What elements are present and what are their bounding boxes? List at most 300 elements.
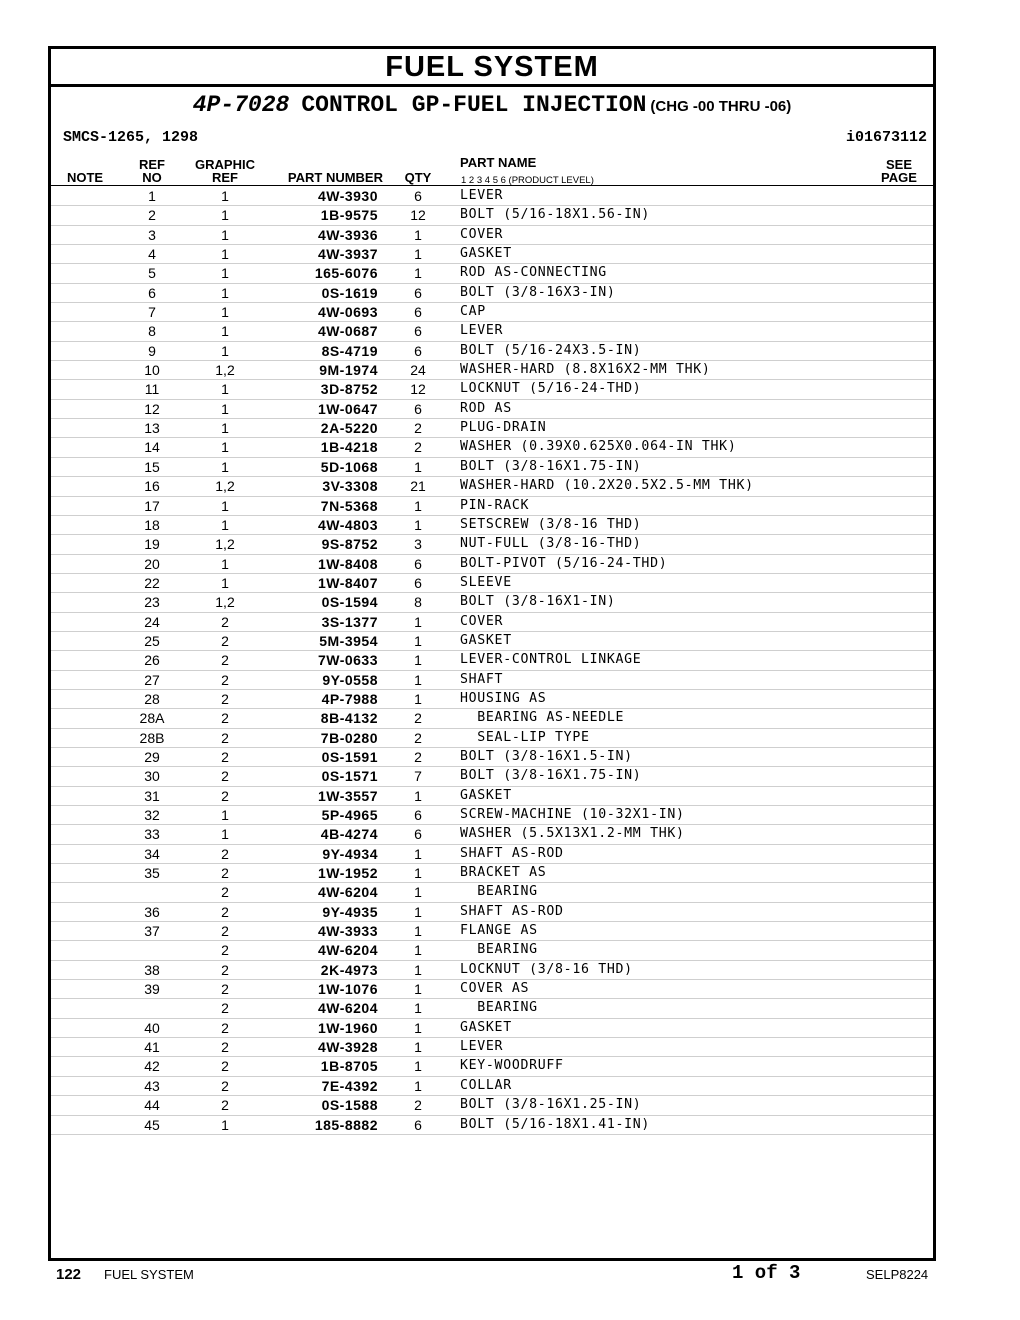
ref-number: 11 bbox=[144, 381, 160, 398]
header-graphic-top: GRAPHIC bbox=[195, 157, 255, 172]
table-row bbox=[51, 245, 933, 264]
quantity: 1 bbox=[414, 1077, 422, 1094]
part-number: 165-6076 bbox=[314, 265, 378, 282]
part-name: LEVER-CONTROL LINKAGE bbox=[460, 652, 642, 668]
graphic-ref: 1,2 bbox=[215, 478, 235, 495]
part-name: SHAFT AS-ROD bbox=[460, 903, 564, 919]
table-row bbox=[51, 187, 933, 206]
part-name: ROD AS-CONNECTING bbox=[460, 265, 607, 281]
table-row bbox=[51, 690, 933, 709]
table-row bbox=[51, 593, 933, 612]
part-name: LEVER bbox=[460, 1039, 504, 1055]
ref-number: 33 bbox=[144, 826, 160, 843]
graphic-ref: 2 bbox=[221, 1000, 229, 1017]
table-row bbox=[51, 458, 933, 477]
illustration-id: i01673112 bbox=[845, 129, 927, 146]
table-row bbox=[51, 767, 933, 786]
table-row bbox=[51, 1019, 933, 1038]
part-name: SCREW-MACHINE (10-32X1-IN) bbox=[460, 807, 685, 822]
ref-number: 36 bbox=[144, 903, 160, 920]
graphic-ref: 1 bbox=[221, 188, 229, 204]
table-row bbox=[51, 477, 933, 496]
part-name: COVER bbox=[460, 226, 504, 242]
quantity: 6 bbox=[414, 574, 422, 591]
graphic-ref: 1 bbox=[221, 400, 229, 417]
part-name: GASKET bbox=[460, 246, 512, 262]
table-row bbox=[51, 709, 933, 728]
part-name: PIN-RACK bbox=[460, 497, 530, 513]
header-product-level: 1 2 3 4 5 6 (PRODUCT LEVEL) bbox=[461, 175, 594, 186]
ref-number: 42 bbox=[144, 1058, 160, 1075]
quantity: 2 bbox=[414, 420, 422, 437]
quantity: 1 bbox=[414, 497, 422, 514]
graphic-ref: 1 bbox=[221, 439, 229, 456]
part-number: 4W-3930 bbox=[317, 188, 378, 204]
part-number: 5D-1068 bbox=[320, 458, 378, 475]
ref-number: 39 bbox=[144, 981, 160, 998]
quantity: 12 bbox=[410, 207, 426, 224]
part-number: 9S-8752 bbox=[321, 536, 378, 553]
part-number: 3D-8752 bbox=[320, 381, 378, 398]
section-title: FUEL SYSTEM bbox=[51, 49, 933, 87]
ref-number: 19 bbox=[144, 536, 160, 553]
table-row bbox=[51, 284, 933, 303]
part-number: 1W-8407 bbox=[317, 574, 378, 591]
table-row bbox=[51, 438, 933, 457]
part-number: 4W-4803 bbox=[317, 516, 378, 533]
graphic-ref: 2 bbox=[221, 652, 229, 669]
part-number: 1W-1952 bbox=[317, 865, 378, 882]
graphic-ref: 1 bbox=[221, 555, 229, 572]
part-number: 7N-5368 bbox=[320, 497, 378, 514]
ref-number: 2 bbox=[148, 207, 156, 224]
part-name: COLLAR bbox=[460, 1077, 512, 1093]
table-row bbox=[51, 748, 933, 767]
graphic-ref: 2 bbox=[221, 768, 229, 785]
table-row bbox=[51, 574, 933, 593]
graphic-ref: 2 bbox=[221, 981, 229, 998]
quantity: 1 bbox=[414, 884, 422, 901]
ref-number: 12 bbox=[144, 400, 160, 417]
ref-number: 10 bbox=[144, 362, 160, 379]
table-row bbox=[51, 400, 933, 419]
parts-table-body bbox=[51, 187, 933, 1135]
graphic-ref: 1 bbox=[221, 323, 229, 340]
quantity: 1 bbox=[414, 632, 422, 649]
graphic-ref: 1 bbox=[221, 207, 229, 224]
part-name: SEAL-LIP TYPE bbox=[460, 729, 590, 745]
header-see-bottom: PAGE bbox=[881, 170, 917, 185]
quantity: 1 bbox=[414, 787, 422, 804]
table-row bbox=[51, 380, 933, 399]
group-title bbox=[51, 92, 933, 118]
graphic-ref: 2 bbox=[221, 1097, 229, 1114]
table-row bbox=[51, 1057, 933, 1076]
part-number: 4W-6204 bbox=[317, 1000, 378, 1017]
part-name: PLUG-DRAIN bbox=[460, 420, 547, 436]
part-name: NUT-FULL (3/8-16-THD) bbox=[460, 536, 642, 552]
table-row bbox=[51, 1077, 933, 1096]
table-row bbox=[51, 845, 933, 864]
part-number: 3V-3308 bbox=[322, 478, 378, 495]
quantity: 1 bbox=[414, 265, 422, 282]
quantity: 24 bbox=[410, 362, 426, 379]
part-number: 7B-0280 bbox=[320, 729, 378, 746]
ref-number: 13 bbox=[144, 420, 160, 437]
quantity: 6 bbox=[414, 284, 422, 301]
header-see-page bbox=[871, 158, 927, 184]
quantity: 1 bbox=[414, 652, 422, 669]
quantity: 3 bbox=[414, 536, 422, 553]
table-row bbox=[51, 226, 933, 245]
part-name: CAP bbox=[460, 304, 486, 320]
graphic-ref: 1 bbox=[221, 516, 229, 533]
quantity: 1 bbox=[414, 1019, 422, 1036]
ref-number: 1 bbox=[148, 188, 156, 204]
graphic-ref: 1 bbox=[221, 304, 229, 321]
ref-number: 15 bbox=[144, 458, 160, 475]
graphic-ref: 1 bbox=[221, 807, 229, 823]
ref-number: 45 bbox=[144, 1116, 160, 1133]
group-change-range: (CHG -00 THRU -06) bbox=[650, 98, 792, 115]
part-name: LOCKNUT (5/16-24-THD) bbox=[460, 381, 642, 397]
parts-page-frame bbox=[48, 46, 936, 1261]
part-number: 5P-4965 bbox=[321, 807, 378, 823]
graphic-ref: 2 bbox=[221, 884, 229, 901]
graphic-ref: 2 bbox=[221, 942, 229, 959]
quantity: 1 bbox=[414, 516, 422, 533]
part-number: 1W-0647 bbox=[317, 400, 378, 417]
table-row bbox=[51, 671, 933, 690]
part-name: FLANGE AS bbox=[460, 923, 538, 939]
table-row bbox=[51, 883, 933, 902]
quantity: 1 bbox=[414, 690, 422, 707]
part-name: LEVER bbox=[460, 323, 504, 339]
ref-number: 38 bbox=[144, 961, 160, 978]
part-name: BOLT (3/8-16X1.5-IN) bbox=[460, 748, 633, 764]
quantity: 1 bbox=[414, 1058, 422, 1075]
quantity: 2 bbox=[414, 710, 422, 727]
quantity: 6 bbox=[414, 826, 422, 843]
part-name: GASKET bbox=[460, 632, 512, 648]
ref-number: 37 bbox=[144, 923, 160, 940]
part-name: GASKET bbox=[460, 787, 512, 803]
footer-page-number: 122 bbox=[56, 1266, 82, 1283]
part-number: 7W-0633 bbox=[317, 652, 378, 669]
part-name: GASKET bbox=[460, 1019, 512, 1035]
table-row bbox=[51, 922, 933, 941]
part-name: COVER AS bbox=[460, 981, 530, 997]
graphic-ref: 2 bbox=[221, 1019, 229, 1036]
quantity: 12 bbox=[410, 381, 426, 398]
part-name: WASHER (0.39X0.625X0.064-IN THK) bbox=[460, 439, 737, 455]
part-name: BOLT (3/8-16X1.75-IN) bbox=[460, 768, 642, 784]
table-row bbox=[51, 825, 933, 844]
part-name: BOLT (3/8-16X1-IN) bbox=[460, 594, 616, 610]
ref-number: 16 bbox=[144, 478, 160, 495]
part-number: 9Y-0558 bbox=[322, 671, 378, 688]
table-row bbox=[51, 342, 933, 361]
part-name: BEARING AS-NEEDLE bbox=[460, 710, 625, 726]
header-note: NOTE bbox=[66, 170, 104, 185]
graphic-ref: 2 bbox=[221, 903, 229, 920]
part-number: 4W-6204 bbox=[317, 884, 378, 901]
ref-number: 8 bbox=[148, 323, 156, 340]
graphic-ref: 1,2 bbox=[215, 536, 235, 553]
quantity: 8 bbox=[414, 594, 422, 611]
part-number: 1W-3557 bbox=[317, 787, 378, 804]
table-row bbox=[51, 497, 933, 516]
graphic-ref: 1,2 bbox=[215, 362, 235, 379]
graphic-ref: 1 bbox=[221, 826, 229, 843]
part-number: 1W-8408 bbox=[317, 555, 378, 572]
quantity: 2 bbox=[414, 439, 422, 456]
graphic-ref: 2 bbox=[221, 671, 229, 688]
part-number: 4P-7988 bbox=[321, 690, 378, 707]
graphic-ref: 2 bbox=[221, 845, 229, 862]
ref-number: 4 bbox=[148, 246, 156, 263]
part-number: 2A-5220 bbox=[320, 420, 378, 437]
graphic-ref: 2 bbox=[221, 787, 229, 804]
graphic-ref: 2 bbox=[221, 865, 229, 882]
table-row bbox=[51, 999, 933, 1018]
quantity: 6 bbox=[414, 807, 422, 823]
ref-number: 22 bbox=[144, 574, 160, 591]
graphic-ref: 2 bbox=[221, 710, 229, 727]
table-row bbox=[51, 961, 933, 980]
part-number: 0S-1588 bbox=[321, 1097, 378, 1114]
part-name: HOUSING AS bbox=[460, 690, 547, 706]
quantity: 7 bbox=[414, 768, 422, 785]
ref-number: 44 bbox=[144, 1097, 160, 1114]
part-number: 1W-1076 bbox=[317, 981, 378, 998]
part-number: 4W-0693 bbox=[317, 304, 378, 321]
ref-number: 20 bbox=[144, 555, 160, 572]
graphic-ref: 1 bbox=[221, 381, 229, 398]
smcs-codes: SMCS-1265, 1298 bbox=[63, 129, 199, 146]
graphic-ref: 2 bbox=[221, 613, 229, 630]
table-row bbox=[51, 613, 933, 632]
part-number: 8B-4132 bbox=[320, 710, 378, 727]
ref-number: 32 bbox=[144, 807, 160, 823]
quantity: 1 bbox=[414, 1039, 422, 1056]
quantity: 6 bbox=[414, 323, 422, 340]
table-row bbox=[51, 264, 933, 283]
table-row bbox=[51, 555, 933, 574]
graphic-ref: 1 bbox=[221, 497, 229, 514]
quantity: 21 bbox=[410, 478, 426, 495]
header-ref-bottom: NO bbox=[142, 170, 162, 185]
part-number: 9Y-4935 bbox=[322, 903, 378, 920]
part-number: 1B-8705 bbox=[320, 1058, 378, 1075]
part-name: BOLT (5/16-18X1.56-IN) bbox=[460, 207, 651, 223]
part-name: BOLT (5/16-24X3.5-IN) bbox=[460, 342, 642, 358]
table-row bbox=[51, 303, 933, 322]
ref-number: 43 bbox=[144, 1077, 160, 1094]
ref-number: 28B bbox=[139, 729, 165, 746]
part-number: 8S-4719 bbox=[321, 342, 378, 359]
part-name: BOLT (3/8-16X1.25-IN) bbox=[460, 1097, 642, 1113]
part-number: 1B-9575 bbox=[320, 207, 378, 224]
header-see-top: SEE bbox=[885, 157, 912, 172]
part-number: 1W-1960 bbox=[317, 1019, 378, 1036]
quantity: 1 bbox=[414, 671, 422, 688]
part-name: BEARING bbox=[460, 942, 538, 958]
table-row bbox=[51, 729, 933, 748]
graphic-ref: 2 bbox=[221, 1077, 229, 1094]
graphic-ref: 2 bbox=[221, 748, 229, 765]
ref-number: 31 bbox=[144, 787, 160, 804]
part-name: WASHER (5.5X13X1.2-MM THK) bbox=[460, 826, 685, 842]
graphic-ref: 2 bbox=[221, 923, 229, 940]
graphic-ref: 1 bbox=[221, 458, 229, 475]
table-row bbox=[51, 206, 933, 225]
part-number: 4W-6204 bbox=[317, 942, 378, 959]
header-ref-no bbox=[131, 158, 173, 184]
ref-number: 30 bbox=[144, 768, 160, 785]
part-number: 4W-3936 bbox=[317, 226, 378, 243]
ref-number: 28 bbox=[144, 690, 160, 707]
table-row bbox=[51, 980, 933, 999]
group-name: CONTROL GP-FUEL INJECTION bbox=[301, 92, 647, 118]
part-name: BEARING bbox=[460, 1000, 538, 1016]
table-row bbox=[51, 1038, 933, 1057]
table-row bbox=[51, 322, 933, 341]
part-number: 9Y-4934 bbox=[322, 845, 378, 862]
table-row bbox=[51, 787, 933, 806]
ref-number: 9 bbox=[148, 342, 156, 359]
table-row bbox=[51, 651, 933, 670]
quantity: 1 bbox=[414, 226, 422, 243]
graphic-ref: 2 bbox=[221, 690, 229, 707]
ref-number: 28A bbox=[139, 710, 165, 727]
part-name: SHAFT AS-ROD bbox=[460, 845, 564, 861]
table-row bbox=[51, 419, 933, 438]
part-name: COVER bbox=[460, 613, 504, 629]
footer-doc-code: SELP8224 bbox=[866, 1267, 929, 1282]
ref-number: 34 bbox=[144, 845, 160, 862]
part-name: SETSCREW (3/8-16 THD) bbox=[460, 516, 642, 532]
table-row bbox=[51, 516, 933, 535]
quantity: 6 bbox=[414, 555, 422, 572]
part-name: LEVER bbox=[460, 188, 504, 203]
quantity: 2 bbox=[414, 729, 422, 746]
quantity: 1 bbox=[414, 923, 422, 940]
ref-number: 14 bbox=[144, 439, 160, 456]
part-name: BRACKET AS bbox=[460, 865, 547, 881]
header-divider bbox=[51, 185, 933, 186]
part-number: 1B-4218 bbox=[320, 439, 378, 456]
graphic-ref: 1 bbox=[221, 246, 229, 263]
graphic-ref: 1 bbox=[221, 420, 229, 437]
graphic-ref: 1 bbox=[221, 265, 229, 282]
quantity: 6 bbox=[414, 304, 422, 321]
graphic-ref: 1 bbox=[221, 284, 229, 301]
quantity: 2 bbox=[414, 1097, 422, 1114]
quantity: 6 bbox=[414, 1116, 422, 1133]
part-name: SLEEVE bbox=[460, 574, 512, 590]
graphic-ref: 2 bbox=[221, 729, 229, 746]
graphic-ref: 2 bbox=[221, 1058, 229, 1075]
ref-number: 25 bbox=[144, 632, 160, 649]
graphic-ref: 2 bbox=[221, 632, 229, 649]
table-row bbox=[51, 535, 933, 554]
part-number: 0S-1619 bbox=[321, 284, 378, 301]
part-name: BEARING bbox=[460, 884, 538, 900]
part-number: 5M-3954 bbox=[319, 632, 378, 649]
graphic-ref: 2 bbox=[221, 961, 229, 978]
part-name: ROD AS bbox=[460, 400, 512, 416]
table-row bbox=[51, 1096, 933, 1115]
quantity: 1 bbox=[414, 942, 422, 959]
part-number: 0S-1591 bbox=[321, 748, 378, 765]
part-name: WASHER-HARD (8.8X16X2-MM THK) bbox=[460, 362, 711, 378]
footer-section: FUEL SYSTEM bbox=[104, 1267, 194, 1282]
quantity: 2 bbox=[414, 748, 422, 765]
table-row bbox=[51, 864, 933, 883]
graphic-ref: 1 bbox=[221, 574, 229, 591]
ref-number: 40 bbox=[144, 1019, 160, 1036]
quantity: 1 bbox=[414, 961, 422, 978]
ref-number: 27 bbox=[144, 671, 160, 688]
part-number: 2K-4973 bbox=[320, 961, 378, 978]
part-name: KEY-WOODRUFF bbox=[460, 1058, 564, 1074]
part-name: BOLT (5/16-18X1.41-IN) bbox=[460, 1116, 651, 1132]
ref-number: 18 bbox=[144, 516, 160, 533]
table-row bbox=[51, 1116, 933, 1135]
header-graphic-ref bbox=[187, 158, 263, 184]
group-part-number: 4P-7028 bbox=[192, 92, 290, 118]
quantity: 1 bbox=[414, 1000, 422, 1017]
part-name: LOCKNUT (3/8-16 THD) bbox=[460, 961, 633, 977]
quantity: 1 bbox=[414, 845, 422, 862]
graphic-ref: 2 bbox=[221, 1039, 229, 1056]
quantity: 6 bbox=[414, 342, 422, 359]
part-name: WASHER-HARD (10.2X20.5X2.5-MM THK) bbox=[460, 478, 754, 494]
header-part-name: PART NAME bbox=[460, 155, 537, 170]
part-name: BOLT (3/8-16X3-IN) bbox=[460, 284, 616, 300]
ref-number: 6 bbox=[148, 284, 156, 301]
quantity: 6 bbox=[414, 188, 422, 204]
ref-number: 26 bbox=[144, 652, 160, 669]
part-number: 185-8882 bbox=[314, 1116, 378, 1133]
part-number: 4W-3928 bbox=[317, 1039, 378, 1056]
quantity: 1 bbox=[414, 613, 422, 630]
header-part-number: PART NUMBER bbox=[287, 170, 383, 185]
table-row bbox=[51, 361, 933, 380]
graphic-ref: 1 bbox=[221, 342, 229, 359]
table-row bbox=[51, 632, 933, 651]
ref-number: 41 bbox=[144, 1039, 160, 1056]
part-number: 4W-3933 bbox=[317, 923, 378, 940]
graphic-ref: 1,2 bbox=[215, 594, 235, 611]
header-ref-top: REF bbox=[139, 157, 165, 172]
ref-number: 29 bbox=[144, 748, 160, 765]
graphic-ref: 1 bbox=[221, 226, 229, 243]
part-number: 0S-1571 bbox=[321, 768, 378, 785]
footer-page-of: 1 of 3 bbox=[732, 1262, 801, 1284]
table-row bbox=[51, 903, 933, 922]
ref-number: 35 bbox=[144, 865, 160, 882]
table-row bbox=[51, 941, 933, 960]
part-number: 4W-0687 bbox=[317, 323, 378, 340]
header-graphic-bottom: REF bbox=[212, 170, 238, 185]
part-number: 7E-4392 bbox=[321, 1077, 378, 1094]
ref-number: 5 bbox=[148, 265, 156, 282]
part-number: 4B-4274 bbox=[320, 826, 378, 843]
ref-number: 24 bbox=[144, 613, 160, 630]
part-number: 4W-3937 bbox=[317, 246, 378, 263]
